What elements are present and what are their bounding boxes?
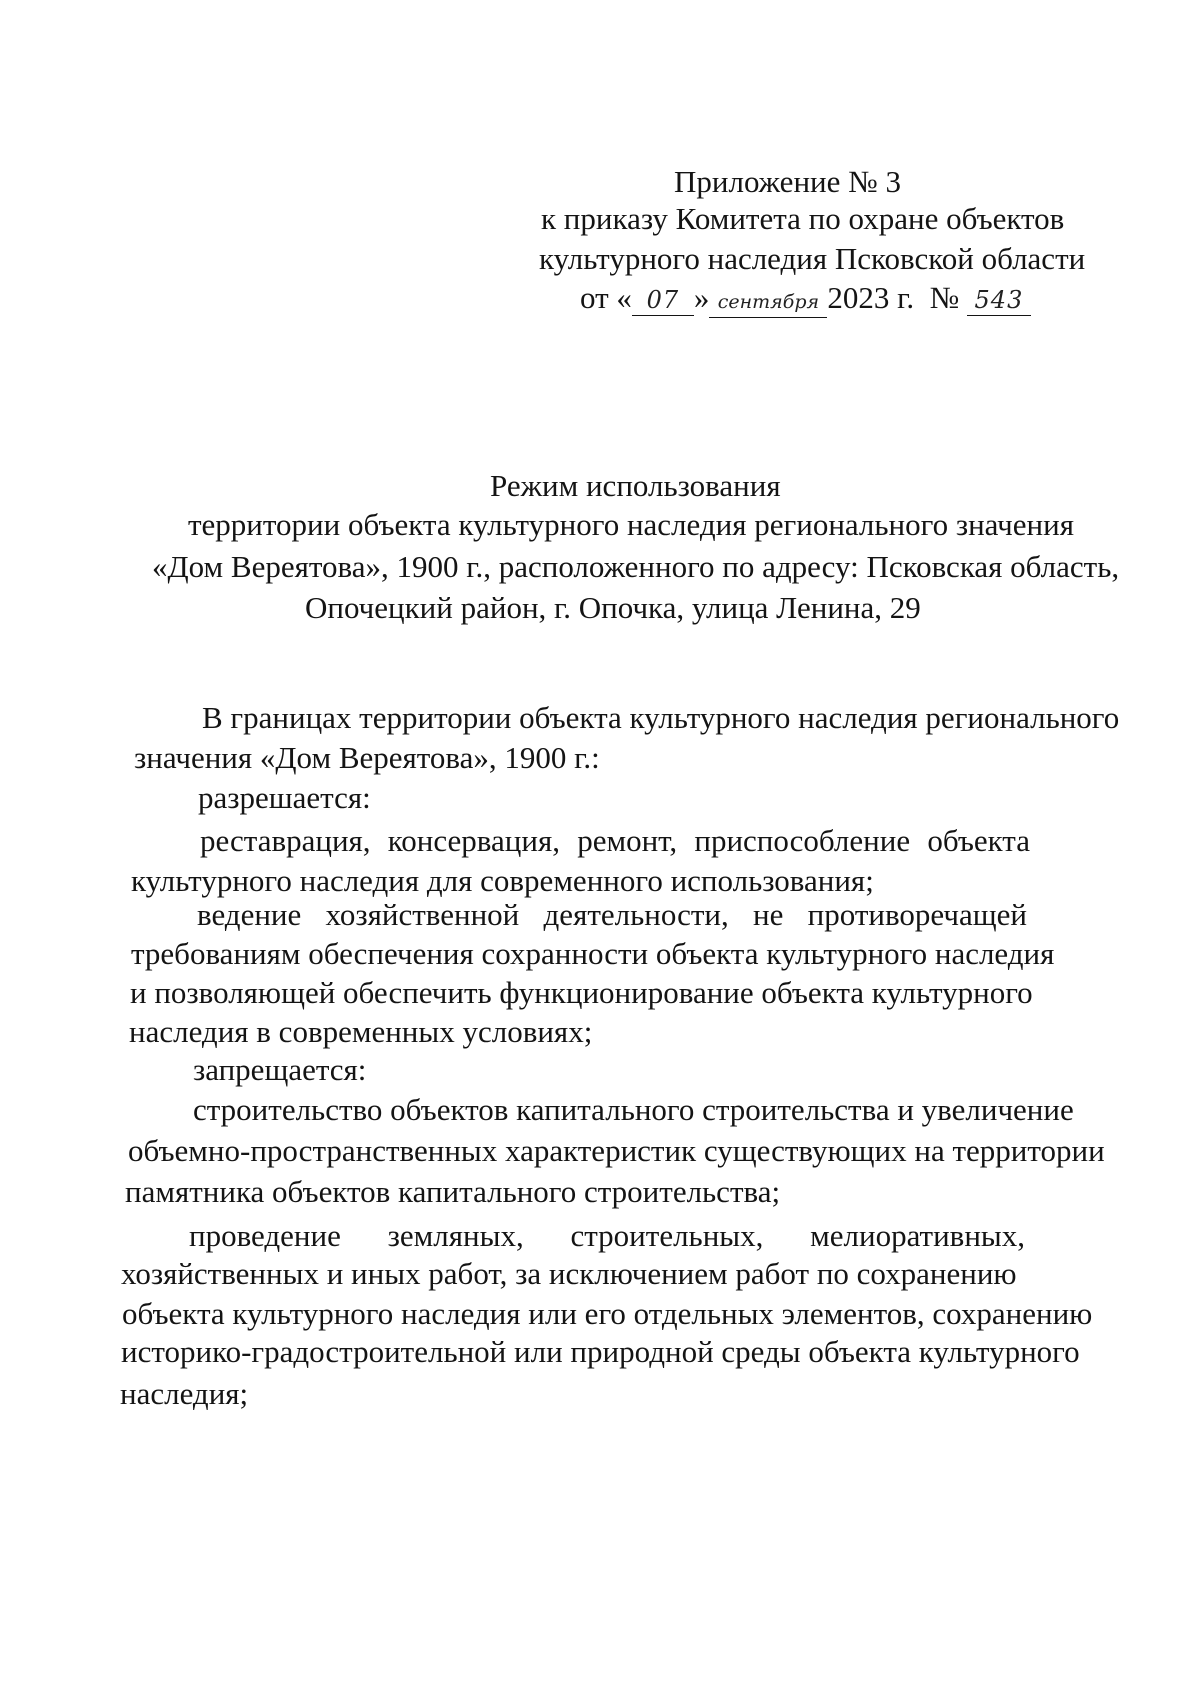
order-date-line — [580, 276, 1031, 320]
date-year: 2023 г. — [827, 280, 915, 315]
appendix-label: Приложение № 3 — [674, 164, 901, 199]
word: не — [753, 897, 784, 932]
forbidden-item-2-line-4: историко-градостроительной или природной среды объекта культурного — [121, 1334, 1080, 1369]
date-mid: » — [693, 280, 710, 315]
order-reference-line-2: культурного наследия Псковской области — [539, 241, 1086, 276]
order-number-label: № — [929, 280, 960, 315]
allowed-heading: разрешается: — [198, 780, 371, 815]
word: объекта — [927, 823, 1030, 858]
word: деятельности, — [543, 897, 729, 932]
word: мелиоративных, — [810, 1218, 1025, 1253]
word: проведение — [189, 1218, 341, 1253]
title-line-1: Режим использования — [490, 468, 781, 503]
order-reference-line-1: к приказу Комитета по охране объектов — [541, 201, 1065, 236]
word: хозяйственной — [325, 897, 520, 932]
forbidden-item-2-line-2: хозяйственных и иных работ, за исключением работ по сохранению — [121, 1256, 1017, 1291]
date-month-handwritten: сентября — [709, 287, 827, 318]
title-line-2: территории объекта культурного наследия регионального значения — [188, 507, 1074, 542]
word: ведение — [197, 897, 302, 932]
word: ремонт, — [577, 823, 678, 858]
word: реставрация, — [200, 823, 371, 858]
forbidden-item-1-line-3: памятника объектов капитального строительства; — [125, 1174, 781, 1209]
forbidden-item-2-line-5: наследия; — [120, 1376, 249, 1411]
forbidden-heading: запрещается: — [193, 1052, 367, 1087]
word: строительных, — [570, 1218, 764, 1253]
intro-line-1: В границах территории объекта культурного наследия регионального — [202, 700, 1120, 735]
allowed-item-1-line-2: культурного наследия для современного использования; — [131, 863, 874, 898]
allowed-item-2-line-2: требованиям обеспечения сохранности объекта культурного наследия — [131, 936, 1055, 971]
title-line-3: «Дом Вереятова», 1900 г., расположенного по адресу: Псковская область, — [152, 549, 1120, 584]
word: противоречащей — [807, 897, 1027, 932]
title-line-4: Опочецкий район, г. Опочка, улица Ленина, 29 — [305, 590, 921, 625]
date-day-handwritten: 07 — [632, 285, 694, 316]
word: консервация, — [387, 823, 560, 858]
word: приспособление — [694, 823, 911, 858]
date-prefix: от « — [580, 280, 632, 315]
forbidden-item-1-line-1: строительство объектов капитального строительства и увеличение — [193, 1092, 1074, 1127]
forbidden-item-1-line-2: объемно-пространственных характеристик существующих на территории — [128, 1133, 1105, 1168]
word: земляных, — [387, 1218, 524, 1253]
forbidden-item-2-line-3: объекта культурного наследия или его отдельных элементов, сохранению — [122, 1296, 1093, 1331]
allowed-item-2-line-3: и позволяющей обеспечить функционирование объекта культурного — [130, 975, 1033, 1010]
intro-line-2: значения «Дом Вереятова», 1900 г.: — [134, 740, 600, 775]
order-number-handwritten: 543 — [967, 285, 1031, 316]
allowed-item-2-line-4: наследия в современных условиях; — [129, 1014, 593, 1049]
